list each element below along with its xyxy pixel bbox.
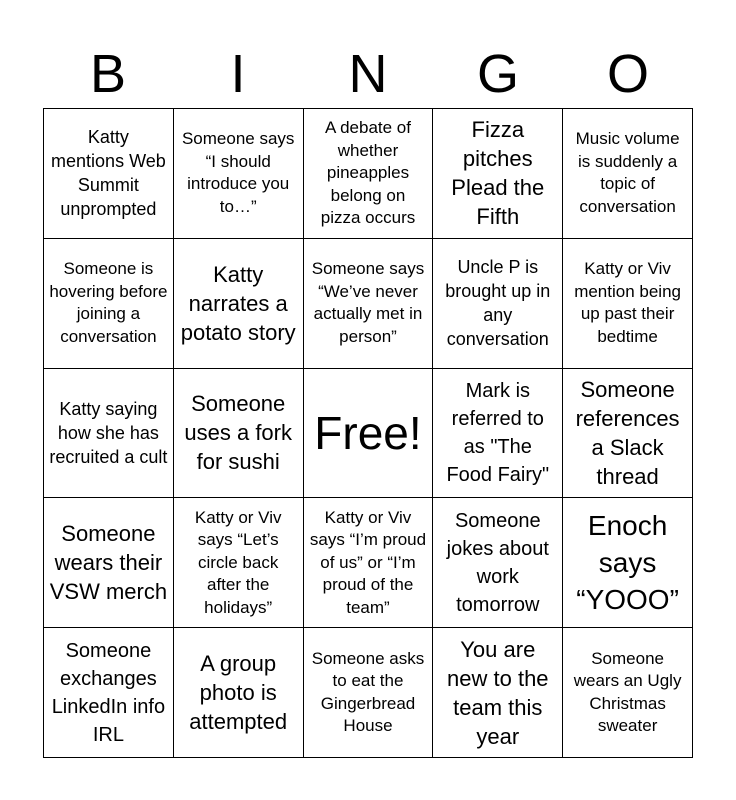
bingo-cell-r2c5[interactable]: [563, 239, 693, 369]
bingo-cell-r3c1[interactable]: [44, 369, 174, 499]
cell-text: Katty or Viv says “I’m proud of us” or “I’m proud of the team”: [309, 507, 427, 617]
cell-text: Someone says “I should introduce you to…”: [181, 129, 295, 216]
bingo-cell-r2c3[interactable]: [304, 239, 434, 369]
bingo-cell-r2c1[interactable]: [44, 239, 174, 369]
bingo-cell-r3c4[interactable]: [433, 369, 563, 499]
cell-text: Someone is hovering before joining a conversation: [49, 259, 168, 346]
header-letter-i: I: [230, 44, 246, 104]
cell-text: A debate of whether pineapples belong on pizza occurs: [320, 118, 416, 228]
cell-text: Someone references a Slack thread: [575, 376, 680, 489]
header-letter-b: B: [89, 44, 127, 104]
bingo-cell-r2c2[interactable]: [174, 239, 304, 369]
cell-text: Someone uses a fork for sushi: [184, 391, 292, 475]
bingo-cell-r1c4[interactable]: [433, 109, 563, 239]
bingo-cell-r3c2[interactable]: [174, 369, 304, 499]
bingo-cell-r1c2[interactable]: [174, 109, 304, 239]
cell-text: Fizza pitches Plead the Fifth: [451, 117, 545, 230]
cell-text: Someone wears their VSW merch: [49, 521, 168, 605]
cell-text: Someone wears an Ugly Christmas sweater: [573, 648, 682, 736]
bingo-cell-r4c4[interactable]: [433, 498, 563, 628]
bingo-cell-r4c2[interactable]: [174, 498, 304, 628]
cell-text: Katty or Viv says “Let’s circle back after the holidays”: [194, 507, 282, 617]
cell-text: Someone jokes about work tomorrow: [446, 509, 549, 616]
bingo-cell-r5c2[interactable]: [174, 628, 304, 758]
bingo-cell-r4c5[interactable]: [563, 498, 693, 628]
cell-text: Katty mentions Web Summit unprompted: [51, 127, 166, 220]
cell-text: Katty saying how she has recruited a cult: [49, 398, 168, 467]
bingo-cell-r5c3[interactable]: [304, 628, 434, 758]
header-letter-g: G: [476, 44, 519, 104]
bingo-cell-r5c5[interactable]: [563, 628, 693, 758]
cell-text: You are new to the team this year: [447, 636, 549, 749]
cell-text: A group photo is attempted: [189, 651, 288, 735]
header-letter-o: O: [606, 44, 649, 104]
free-space-label: Free!: [314, 406, 422, 459]
bingo-cell-r4c3[interactable]: [304, 498, 434, 628]
header-letter-n: N: [348, 44, 388, 104]
cell-text: Katty narrates a potato story: [180, 261, 296, 345]
cell-text: Someone asks to eat the Gingerbread House: [311, 648, 425, 736]
cell-text: Katty or Viv mention being up past their bedtime: [574, 259, 681, 346]
bingo-cell-free[interactable]: [304, 369, 434, 499]
cell-text: Enoch says “YOOO”: [576, 510, 679, 616]
bingo-cell-r5c4[interactable]: [433, 628, 563, 758]
cell-text: Someone exchanges LinkedIn info IRL: [51, 639, 166, 746]
cell-text: Mark is referred to as "The Food Fairy": [446, 379, 550, 486]
bingo-cell-r3c5[interactable]: [563, 369, 693, 499]
bingo-cell-r2c4[interactable]: [433, 239, 563, 369]
cell-text: Uncle P is brought up in any conversation: [445, 257, 551, 350]
bingo-cell-r1c5[interactable]: [563, 109, 693, 239]
cell-text: Music volume is suddenly a topic of conversation: [575, 129, 680, 216]
bingo-header: [43, 40, 693, 108]
bingo-cell-r1c1[interactable]: [44, 109, 174, 239]
bingo-cell-r4c1[interactable]: [44, 498, 174, 628]
bingo-board: [43, 108, 693, 758]
bingo-cell-r1c3[interactable]: [304, 109, 434, 239]
bingo-cell-r5c1[interactable]: [44, 628, 174, 758]
cell-text: Someone says “We’ve never actually met in person”: [311, 259, 425, 346]
